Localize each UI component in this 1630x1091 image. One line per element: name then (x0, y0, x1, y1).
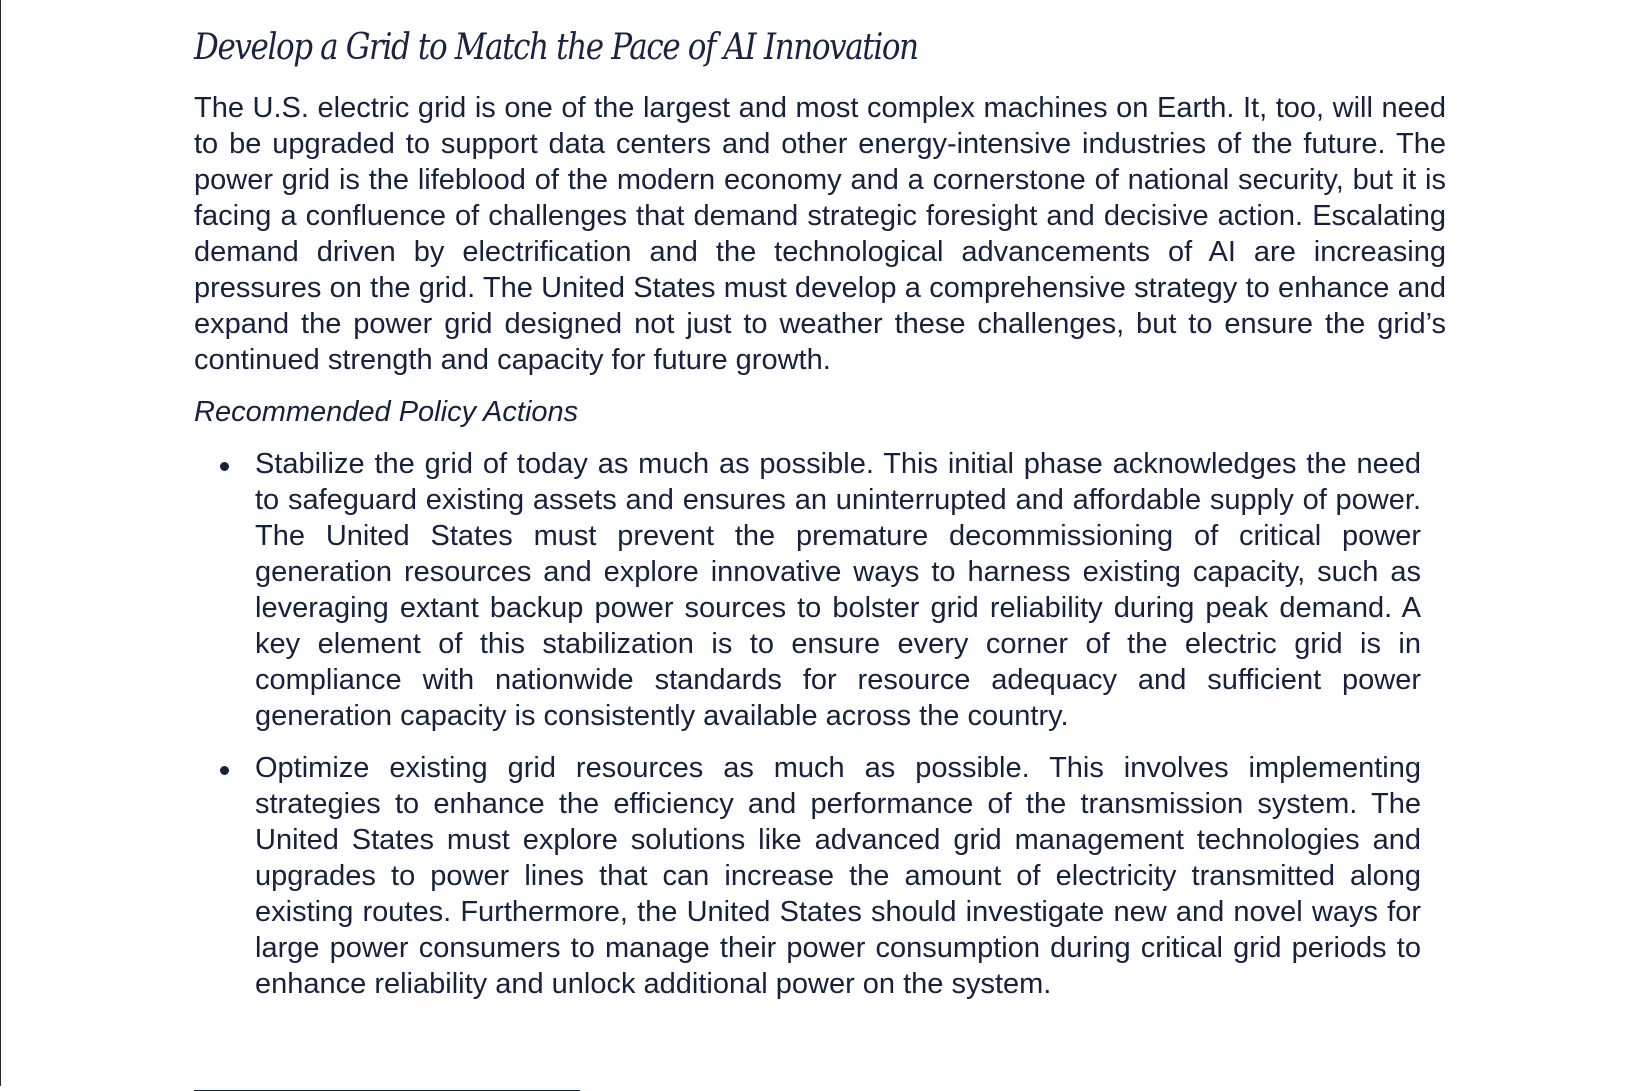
list-item-text: Optimize existing grid resources as much as possible. This involves implementing strategies to enhance the efficiency and performance of the transmission system. The United States must explore solutions like advanced grid management technologies and upgrades to power lines that can increase the amount of electricity transmitted along existing routes. Furthermore, the United States should investigate new and novel ways for large power consumers to manage their power consumption during critical grid periods to enhance reliability and unlock additional power on the system. (255, 752, 1421, 1000)
list-item-text: Stabilize the grid of today as much as possible. This initial phase acknowledges the need to safeguard existing assets and ensures an uninterrupted and affordable supply of power. The United States must prevent the premature decommissioning of critical power generation resources and explore innovative ways to harness existing capacity, such as leveraging extant backup power sources to bolster grid reliability during peak demand. A key element of this stabilization is to ensure every corner of the electric grid is in compliance with nationwide standards for resource adequacy and sufficient power generation capacity is consistently available across the country. (255, 448, 1421, 732)
policy-actions-list (194, 446, 1446, 1002)
intro-paragraph: The U.S. electric grid is one of the largest and most complex machines on Earth. It, too, will need to be upgraded to support data centers and other energy-intensive industries of the future. The power grid is the lifeblood of the modern economy and a cornerstone of national security, but it is facing a confluence of challenges that demand strategic foresight and decisive action. Escalating demand driven by electrification and the technological advancements of AI are increasing pressures on the grid. The United States must develop a comprehensive strategy to enhance and expand the power grid designed not just to weather these challenges, but to ensure the grid’s continued strength and capacity for future growth. (194, 92, 1446, 376)
document-page (194, 0, 1446, 1018)
list-item (194, 446, 1421, 734)
bullet-icon (220, 766, 229, 775)
page-edge-rule (0, 0, 1, 1086)
list-item (194, 750, 1421, 1002)
recommended-actions-subheading: Recommended Policy Actions (194, 396, 579, 428)
section-heading: Develop a Grid to Match the Pace of AI Innovation (194, 27, 918, 68)
bullet-icon (220, 462, 229, 471)
